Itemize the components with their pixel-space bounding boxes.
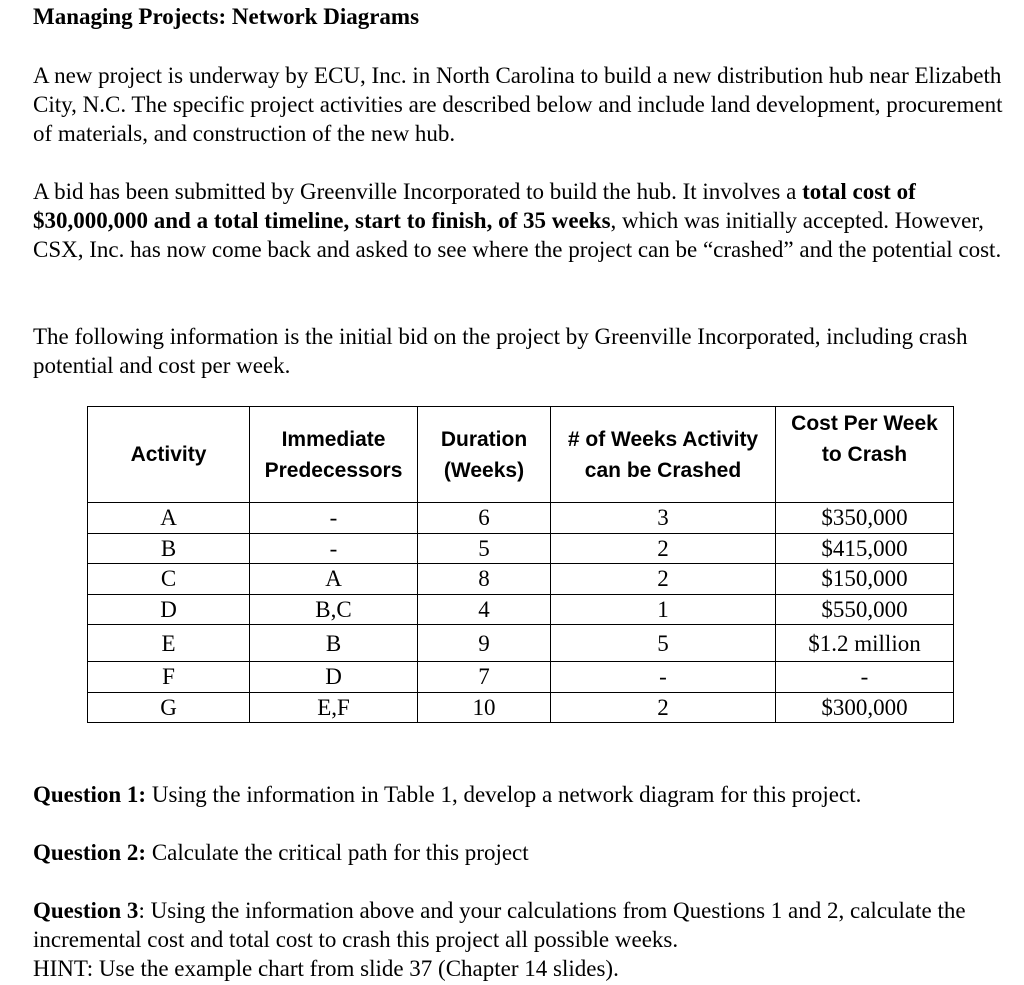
table-row xyxy=(88,564,954,595)
cell-cost: $415,000 xyxy=(776,533,954,564)
header-duration: Duration (Weeks) xyxy=(418,407,551,503)
cell-activity: F xyxy=(88,662,250,693)
intro-text: A new project is underway by ECU, Inc. in North Carolina to build a new distribution hub near Elizabeth City, N.C. The specific project activities are described below and include land development, procurement of materials, and construction of the new hub. xyxy=(33,63,1003,146)
header-cost-per-week: Cost Per Week to Crash xyxy=(776,407,954,503)
cell-crash-weeks: - xyxy=(551,662,776,693)
cell-cost: - xyxy=(776,662,954,693)
cell-crash-weeks: 1 xyxy=(551,594,776,625)
header-activity: Activity xyxy=(88,407,250,503)
question-3-text: : Using the information above and your calculations from Questions 1 and 2, calculate the incremental cost and total cost to crash this project all possible weeks. xyxy=(33,898,966,952)
cell-duration: 6 xyxy=(418,503,551,534)
cell-cost: $150,000 xyxy=(776,564,954,595)
question-2-text: Calculate the critical path for this project xyxy=(146,840,529,865)
question-2-label: Question 2: xyxy=(33,840,147,865)
table-row xyxy=(88,662,954,693)
question-2 xyxy=(33,838,1013,867)
cell-activity: B xyxy=(88,533,250,564)
cell-predecessors: A xyxy=(250,564,418,595)
cell-duration: 10 xyxy=(418,692,551,723)
cell-crash-weeks: 2 xyxy=(551,692,776,723)
cell-crash-weeks: 2 xyxy=(551,533,776,564)
document-title: Managing Projects: Network Diagrams xyxy=(33,4,420,29)
table-header-row xyxy=(88,407,954,503)
cell-duration: 9 xyxy=(418,625,551,662)
header-predecessors: Immediate Predecessors xyxy=(250,407,418,503)
cell-predecessors: D xyxy=(250,662,418,693)
cell-crash-weeks: 5 xyxy=(551,625,776,662)
intro-paragraph xyxy=(33,61,1013,148)
table-row xyxy=(88,692,954,723)
table-row xyxy=(88,503,954,534)
question-3-label: Question 3 xyxy=(33,898,139,923)
table-row xyxy=(88,594,954,625)
table-intro-paragraph xyxy=(33,322,1013,380)
cell-crash-weeks: 3 xyxy=(551,503,776,534)
cell-duration: 8 xyxy=(418,564,551,595)
cell-predecessors: B,C xyxy=(250,594,418,625)
cell-cost: $550,000 xyxy=(776,594,954,625)
bid-text xyxy=(33,177,1013,264)
bid-text-part2: , which was initially accepted. However, CSX, Inc. has now come back and asked to see where the project can be “crashed” and the potential cost. xyxy=(33,208,1002,262)
table-row xyxy=(88,625,954,662)
table-intro-text: The following information is the initial bid on the project by Greenville Incorporated, including crash potential and cost per week. xyxy=(33,324,968,378)
bid-text-bold: total cost of $30,000,000 and a total timeline, start to finish, of 35 weeks xyxy=(33,179,916,233)
cell-activity: A xyxy=(88,503,250,534)
question-1-text: Using the information in Table 1, develop a network diagram for this project. xyxy=(146,782,862,807)
cell-cost: $1.2 million xyxy=(776,625,954,662)
question-3-hint: HINT: Use the example chart from slide 37 (Chapter 14 slides). xyxy=(33,956,619,981)
header-crash-weeks: # of Weeks Activity can be Crashed xyxy=(551,407,776,503)
table-row xyxy=(88,533,954,564)
cell-cost: $300,000 xyxy=(776,692,954,723)
cell-predecessors: B xyxy=(250,625,418,662)
cell-activity: C xyxy=(88,564,250,595)
activity-table xyxy=(87,406,954,723)
cell-duration: 5 xyxy=(418,533,551,564)
cell-predecessors: - xyxy=(250,503,418,534)
cell-activity: E xyxy=(88,625,250,662)
cell-predecessors: - xyxy=(250,533,418,564)
activity-table-wrapper xyxy=(87,406,954,723)
bid-paragraph xyxy=(33,177,1013,264)
cell-activity: D xyxy=(88,594,250,625)
question-1-label: Question 1: xyxy=(33,782,147,807)
question-3 xyxy=(33,896,1013,983)
cell-cost: $350,000 xyxy=(776,503,954,534)
bid-text-part1: A bid has been submitted by Greenville Incorporated to build the hub. It involves a xyxy=(33,179,803,204)
cell-predecessors: E,F xyxy=(250,692,418,723)
cell-crash-weeks: 2 xyxy=(551,564,776,595)
cell-duration: 4 xyxy=(418,594,551,625)
cell-activity: G xyxy=(88,692,250,723)
cell-duration: 7 xyxy=(418,662,551,693)
question-1 xyxy=(33,780,1013,809)
